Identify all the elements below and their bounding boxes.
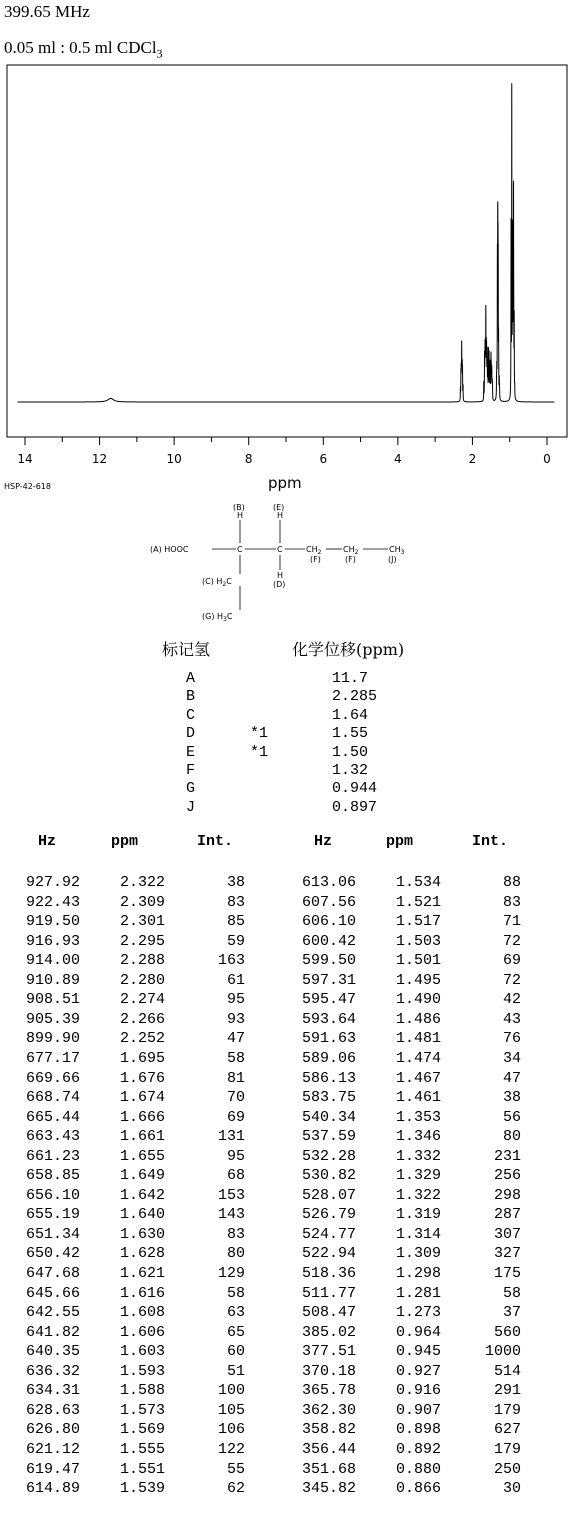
peak-left-hz: 658.85 [25, 1167, 80, 1185]
peak-right-ppm: 0.907 [395, 1401, 441, 1419]
peak-left-int: 65 [226, 1323, 245, 1341]
peak-left-int: 80 [226, 1245, 245, 1263]
peak-left-int: 60 [226, 1343, 245, 1361]
peak-right-hz: 345.82 [301, 1480, 356, 1498]
peak-left-int: 58 [226, 1049, 245, 1067]
peak-left-int: 106 [217, 1421, 245, 1439]
peak-left-ppm: 1.551 [119, 1460, 165, 1478]
shift-row-label: B [186, 688, 196, 706]
peak-left-ppm: 1.569 [119, 1421, 165, 1439]
peak-right-hz: 597.31 [301, 971, 356, 989]
shift-row-value: 11.7 [332, 670, 369, 687]
peak-right-hz: 508.47 [301, 1304, 356, 1322]
peak-left-int: 131 [217, 1128, 245, 1146]
peak-right-ppm: 1.474 [395, 1049, 441, 1067]
shift-row-label: G [186, 780, 196, 798]
peak-right-int: 256 [493, 1167, 521, 1185]
peak-left-int: 63 [226, 1304, 245, 1322]
x-tick-label: 10 [166, 452, 182, 466]
peak-left-int: 129 [217, 1265, 245, 1282]
peak-left-hz: 655.19 [25, 1206, 80, 1224]
peak-right-int: 34 [502, 1049, 521, 1067]
peak-left-int: 122 [217, 1440, 245, 1458]
peak-right-hz: 351.68 [301, 1460, 356, 1478]
label-f2: (F) [345, 555, 356, 564]
h-b: H [237, 511, 244, 520]
peak-right-int: 56 [502, 1108, 521, 1126]
peak-left-int: 62 [226, 1480, 245, 1498]
peak-right-hz: 589.06 [301, 1049, 356, 1067]
peak-right-int: 560 [493, 1323, 521, 1341]
shift-row-label: J [186, 798, 196, 816]
shift-header-label: 标记氢 [162, 640, 211, 659]
peak-left-ppm: 2.252 [119, 1030, 165, 1048]
peak-right-ppm: 0.916 [395, 1382, 441, 1400]
peak-right-int: 47 [502, 1069, 521, 1087]
peak-left-int: 38 [226, 874, 245, 891]
peak-left-hz: 914.00 [25, 952, 80, 970]
peak-left-ppm: 1.630 [119, 1225, 165, 1243]
peak-left-ppm: 2.288 [119, 952, 165, 970]
peak-right-ppm: 1.314 [395, 1225, 441, 1243]
peak-right-hz: 358.82 [301, 1421, 356, 1439]
peak-right-int: 42 [502, 991, 521, 1009]
peak-right-hz: 600.42 [301, 932, 356, 950]
col-hz-left: Hz [38, 833, 57, 850]
peak-right-ppm: 1.346 [395, 1128, 441, 1146]
peak-left-int: 95 [226, 1147, 245, 1165]
peak-right-hz: 511.77 [301, 1284, 356, 1302]
spectrum-trace [18, 83, 555, 402]
peak-right-int: 69 [502, 952, 521, 970]
peak-right-ppm: 0.866 [395, 1480, 441, 1498]
peak-right-ppm: 1.298 [395, 1265, 441, 1282]
peak-right-ppm: 0.945 [395, 1343, 441, 1361]
peak-left-ppm: 2.280 [119, 971, 165, 989]
peak-left-hz: 636.32 [25, 1362, 80, 1380]
peak-right-hz: 526.79 [301, 1206, 356, 1224]
ch3-j: $CH_3$ [389, 545, 405, 556]
peak-right-ppm: 1.467 [395, 1069, 441, 1087]
peak-right-int: 80 [502, 1128, 521, 1146]
peak-left-int: 61 [226, 971, 245, 989]
peak-right-int: 179 [493, 1401, 521, 1419]
peak-left-int: 51 [226, 1362, 245, 1380]
peak-left-int: 59 [226, 932, 245, 950]
peak-right-ppm: 1.521 [395, 893, 441, 911]
ch2-f1: $CH_2$ [306, 545, 322, 556]
peak-left-ppm: 2.309 [119, 893, 165, 911]
peak-right-ppm: 1.329 [395, 1167, 441, 1185]
col-ppm-right: ppm [386, 833, 414, 850]
peak-right-ppm: 1.281 [395, 1284, 441, 1302]
peak-left-hz: 665.44 [25, 1108, 80, 1126]
shift-row-note: *1 [250, 743, 269, 761]
peak-left-hz: 628.63 [25, 1401, 80, 1419]
peak-left-int: 83 [226, 1225, 245, 1243]
peak-left-int: 153 [217, 1186, 245, 1204]
peak-left-int: 47 [226, 1030, 245, 1048]
peak-left-int: 163 [217, 952, 245, 970]
peak-left-hz: 645.66 [25, 1284, 80, 1302]
peak-left-hz: 650.42 [25, 1245, 80, 1263]
carbon-e: C [277, 545, 283, 554]
peak-left-hz: 905.39 [25, 1010, 80, 1028]
molecular-structure [140, 500, 440, 625]
peak-left-ppm: 1.640 [119, 1206, 165, 1224]
peak-left-ppm: 1.674 [119, 1089, 165, 1107]
peak-left-hz: 642.55 [25, 1304, 80, 1322]
peak-left-int: 69 [226, 1108, 245, 1126]
x-tick-label: 8 [244, 452, 253, 466]
peak-right-hz: 586.13 [301, 1069, 356, 1087]
peak-right-hz: 595.47 [301, 991, 356, 1009]
peak-right-hz: 377.51 [301, 1343, 356, 1361]
peak-left-hz: 899.90 [25, 1030, 80, 1048]
peak-left-ppm: 2.295 [119, 932, 165, 950]
shift-row-value: 1.55 [332, 725, 369, 743]
c-group: (C) $H_2C$ [202, 577, 232, 588]
peak-left-ppm: 1.621 [119, 1265, 165, 1282]
peak-right-hz: 356.44 [301, 1440, 356, 1458]
peak-left-hz: 908.51 [25, 991, 80, 1009]
peak-right-ppm: 1.517 [395, 913, 441, 931]
peak-left-ppm: 1.661 [119, 1128, 165, 1146]
peak-right-ppm: 1.501 [395, 952, 441, 970]
peak-left-int: 83 [226, 893, 245, 911]
peak-right-int: 291 [493, 1382, 521, 1400]
peak-left-int: 58 [226, 1284, 245, 1302]
peak-right-int: 231 [493, 1147, 521, 1165]
col-ppm-left: ppm [111, 833, 139, 850]
peak-left-ppm: 1.642 [119, 1186, 165, 1204]
peak-right-hz: 528.07 [301, 1186, 356, 1204]
frequency-label: 399.65 MHz [4, 2, 90, 21]
peak-right-int: 72 [502, 932, 521, 950]
shift-row-value: 0.944 [332, 780, 378, 798]
peak-left-hz: 677.17 [25, 1049, 80, 1067]
peak-left-int: 85 [226, 913, 245, 931]
peak-left-ppm: 1.588 [119, 1382, 165, 1400]
peak-right-hz: 532.28 [301, 1147, 356, 1165]
shift-row-label: D [186, 725, 196, 743]
carbon-b: C [237, 545, 243, 554]
peak-left-hz: 927.92 [25, 874, 80, 891]
peak-right-ppm: 0.892 [395, 1440, 441, 1458]
peak-right-hz: 593.64 [301, 1010, 356, 1028]
peak-left-ppm: 1.593 [119, 1362, 165, 1380]
shift-row-value: 1.50 [332, 743, 369, 761]
peak-left-hz: 661.23 [25, 1147, 80, 1165]
peak-right-int: 88 [502, 874, 521, 891]
peak-right-ppm: 1.481 [395, 1030, 441, 1048]
h-d: H [277, 571, 284, 580]
peak-right-int: 287 [493, 1206, 521, 1224]
peak-right-ppm: 1.309 [395, 1245, 441, 1263]
peak-left-hz: 641.82 [25, 1323, 80, 1341]
peak-right-int: 298 [493, 1186, 521, 1204]
peak-right-ppm: 1.486 [395, 1010, 441, 1028]
peak-left-hz: 614.89 [25, 1480, 80, 1498]
peak-right-int: 250 [493, 1460, 521, 1478]
peak-right-int: 30 [502, 1480, 521, 1498]
peak-right-ppm: 0.964 [395, 1323, 441, 1341]
peak-left-hz: 647.68 [25, 1265, 80, 1282]
peak-right-ppm: 0.898 [395, 1421, 441, 1439]
peak-right-int: 627 [493, 1421, 521, 1439]
h-e: H [277, 511, 284, 520]
peak-right-ppm: 1.319 [395, 1206, 441, 1224]
peak-left-ppm: 1.606 [119, 1323, 165, 1341]
peak-left-int: 68 [226, 1167, 245, 1185]
peak-left-int: 93 [226, 1010, 245, 1028]
peak-left-ppm: 1.603 [119, 1343, 165, 1361]
shift-row-label: F [186, 762, 196, 779]
peak-left-hz: 656.10 [25, 1186, 80, 1204]
shift-row-label: A [186, 670, 196, 687]
peak-right-int: 58 [502, 1284, 521, 1302]
peak-right-hz: 540.34 [301, 1108, 356, 1126]
peak-right-hz: 370.18 [301, 1362, 356, 1380]
peak-right-int: 83 [502, 893, 521, 911]
peak-left-ppm: 1.616 [119, 1284, 165, 1302]
label-j: (J) [388, 555, 397, 564]
peak-right-int: 71 [502, 913, 521, 931]
peak-right-hz: 607.56 [301, 893, 356, 911]
peak-right-ppm: 1.273 [395, 1304, 441, 1322]
spectrum-code: HSP-42-618 [4, 482, 51, 491]
peak-right-ppm: 1.322 [395, 1186, 441, 1204]
col-int-right: Int. [472, 833, 509, 850]
peak-left-ppm: 1.608 [119, 1304, 165, 1322]
peak-left-ppm: 1.695 [119, 1049, 165, 1067]
shift-row-label: C [186, 706, 196, 724]
peak-right-ppm: 1.353 [395, 1108, 441, 1126]
peak-left-hz: 621.12 [25, 1440, 80, 1458]
label-f1: (F) [310, 555, 321, 564]
peak-right-hz: 522.94 [301, 1245, 356, 1263]
peak-right-int: 179 [493, 1440, 521, 1458]
shift-row-value: 1.64 [332, 706, 369, 724]
peak-left-ppm: 1.628 [119, 1245, 165, 1263]
solvent-label: 0.05 ml : 0.5 ml CDCl$_3$ [4, 38, 163, 61]
peak-left-ppm: 2.322 [119, 874, 165, 891]
peak-left-int: 55 [226, 1460, 245, 1478]
peak-right-ppm: 0.880 [395, 1460, 441, 1478]
peak-right-int: 76 [502, 1030, 521, 1048]
peak-right-hz: 599.50 [301, 952, 356, 970]
peak-right-int: 175 [493, 1265, 521, 1282]
peak-right-hz: 606.10 [301, 913, 356, 931]
peak-left-ppm: 1.649 [119, 1167, 165, 1185]
peak-left-hz: 626.80 [25, 1421, 80, 1439]
peak-left-hz: 919.50 [25, 913, 80, 931]
col-hz-right: Hz [314, 833, 333, 850]
peak-left-hz: 663.43 [25, 1128, 80, 1146]
peak-right-ppm: 1.503 [395, 932, 441, 950]
peak-left-ppm: 1.539 [119, 1480, 165, 1498]
peak-left-hz: 916.93 [25, 932, 80, 950]
peak-right-ppm: 1.490 [395, 991, 441, 1009]
peak-right-ppm: 1.332 [395, 1147, 441, 1165]
peak-left-ppm: 2.266 [119, 1010, 165, 1028]
peak-left-int: 143 [217, 1206, 245, 1224]
peak-right-int: 327 [493, 1245, 521, 1263]
g-group: (G) $H_3C$ [202, 612, 233, 623]
ch2-f2: $CH_2$ [343, 545, 359, 556]
peak-left-ppm: 1.573 [119, 1401, 165, 1419]
peak-left-hz: 922.43 [25, 893, 80, 911]
peak-right-hz: 591.63 [301, 1030, 356, 1048]
peak-left-hz: 634.31 [25, 1382, 80, 1400]
peak-right-hz: 613.06 [301, 874, 356, 891]
peak-right-hz: 530.82 [301, 1167, 356, 1185]
plot-frame [7, 65, 567, 437]
label-d: (D) [273, 580, 286, 589]
peak-right-hz: 537.59 [301, 1128, 356, 1146]
peak-left-hz: 910.89 [25, 971, 80, 989]
peak-left-int: 70 [226, 1089, 245, 1107]
peak-right-hz: 362.30 [301, 1401, 356, 1419]
peak-right-int: 1000 [484, 1343, 521, 1361]
peak-left-int: 100 [217, 1382, 245, 1400]
peak-left-ppm: 1.666 [119, 1108, 165, 1126]
peak-left-ppm: 1.555 [119, 1440, 165, 1458]
peak-left-hz: 651.34 [25, 1225, 80, 1243]
peak-right-ppm: 1.534 [395, 874, 441, 891]
peak-right-int: 37 [502, 1304, 521, 1322]
peak-left-ppm: 2.301 [119, 913, 165, 931]
x-tick-label: 2 [468, 452, 477, 466]
peak-right-int: 43 [502, 1010, 521, 1028]
peak-right-int: 514 [493, 1362, 521, 1380]
peak-left-ppm: 1.655 [119, 1147, 165, 1165]
peak-right-hz: 518.36 [301, 1265, 356, 1282]
acid-group: (A) HOOC [150, 545, 189, 554]
peak-left-hz: 640.35 [25, 1343, 80, 1361]
x-tick-label: 6 [319, 452, 328, 466]
peak-left-hz: 619.47 [25, 1460, 80, 1478]
label-e: (E) [273, 503, 285, 512]
shift-row-label: E [186, 743, 196, 761]
peak-left-hz: 668.74 [25, 1089, 80, 1107]
x-tick-label: 14 [17, 452, 33, 466]
peak-right-ppm: 1.495 [395, 971, 441, 989]
x-tick-label: 4 [394, 452, 402, 466]
peak-left-int: 95 [226, 991, 245, 1009]
nmr-spectrum-chart [0, 62, 570, 474]
shift-row-value: 2.285 [332, 688, 378, 706]
peak-left-hz: 669.66 [25, 1069, 80, 1087]
peak-right-int: 72 [502, 971, 521, 989]
peak-left-int: 105 [217, 1401, 245, 1419]
peak-right-hz: 524.77 [301, 1225, 356, 1243]
peak-right-int: 307 [493, 1225, 521, 1243]
peak-right-hz: 583.75 [301, 1089, 356, 1107]
peak-right-hz: 365.78 [301, 1382, 356, 1400]
peak-left-int: 81 [226, 1069, 245, 1087]
shift-header-shift: 化学位移(ppm) [292, 640, 405, 659]
peak-left-ppm: 1.676 [119, 1069, 165, 1087]
shift-row-note: *1 [250, 725, 269, 743]
x-tick-label: 12 [91, 452, 108, 466]
peak-right-ppm: 0.927 [395, 1362, 441, 1380]
peak-left-ppm: 2.274 [119, 991, 165, 1009]
col-int-left: Int. [197, 833, 234, 850]
label-b: (B) [233, 503, 245, 512]
peak-right-hz: 385.02 [301, 1323, 356, 1341]
peak-right-int: 38 [502, 1089, 521, 1107]
shift-row-value: 0.897 [332, 798, 378, 816]
peak-right-ppm: 1.461 [395, 1089, 441, 1107]
x-axis-label: ppm [268, 474, 302, 492]
x-tick-label: 0 [543, 452, 551, 466]
shift-row-value: 1.32 [332, 762, 369, 779]
